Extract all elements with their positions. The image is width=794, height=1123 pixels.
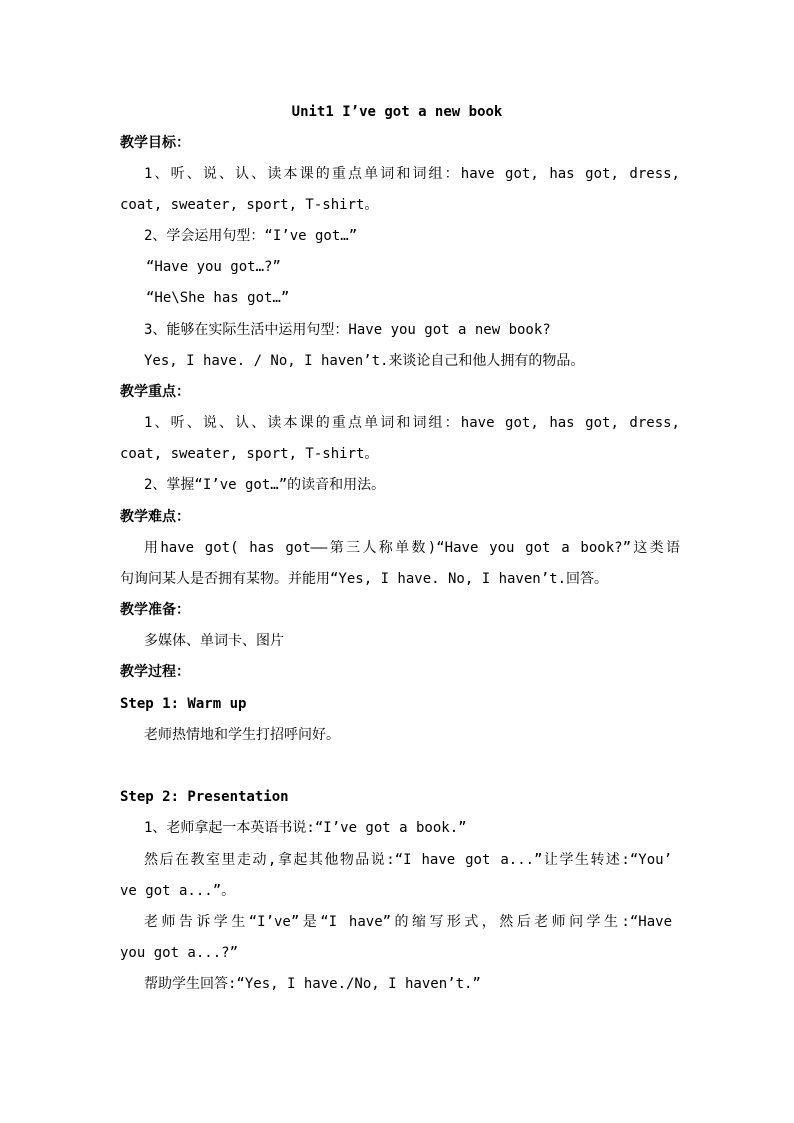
difficulties-heading: 教学难点： (120, 509, 190, 525)
objectives-line-2: 2、学会运用句型：“I’ve got…” (144, 228, 358, 244)
step2-line-3a: 老师告诉学生“I’ve”是“I have”的缩写形式，然后老师问学生:“Have (144, 914, 672, 930)
difficulties-line-1a: 用have got( has got——第三人称单数)“Have you got a book?”这类语 (144, 540, 680, 556)
step2-line-3b: you got a...?” (120, 945, 239, 961)
page-title: Unit1 I’ve got a new book (291, 104, 503, 120)
objectives-line-3b: Yes, I have. / No, I haven’t.来谈论自己和他人拥有的物品。 (144, 353, 585, 369)
objectives-line-1a: 1、听、说、认、读本课的重点单词和词组：have got, has got, dress, (144, 166, 680, 182)
objectives-line-1b: coat, sweater, sport, T-shirt。 (120, 197, 379, 213)
key-points-line-1b: coat, sweater, sport, T-shirt。 (120, 446, 379, 462)
step2-line-2b: ve got a...”。 (120, 883, 236, 899)
step2-line-1: 1、老师拿起一本英语书说:“I’ve got a book.” (144, 820, 467, 836)
step2-line-2a: 然后在教室里走动,拿起其他物品说:“I have got a...”让学生转述:“You’ (144, 852, 672, 868)
difficulties-line-1b: 句询问某人是否拥有某物。并能用“Yes, I have. No, I haven’t.回答。 (120, 571, 609, 587)
preparation-line-1: 多媒体、单词卡、图片 (144, 633, 284, 649)
objectives-line-2b: “Have you got…?” (146, 259, 281, 275)
step2-heading: Step 2: Presentation (120, 789, 289, 805)
key-points-line-1a: 1、听、说、认、读本课的重点单词和词组：have got, has got, dress, (144, 415, 680, 431)
preparation-heading: 教学准备： (120, 602, 190, 618)
key-points-heading: 教学重点： (120, 384, 190, 400)
objectives-line-2c: “He\She has got…” (146, 290, 290, 306)
step1-line-1: 老师热情地和学生打招呼问好。 (144, 727, 340, 743)
objectives-heading: 教学目标： (120, 135, 190, 151)
step2-line-4: 帮助学生回答:“Yes, I have./No, I haven’t.” (144, 976, 481, 992)
step1-heading: Step 1: Warm up (120, 696, 247, 712)
key-points-line-2: 2、掌握“I’ve got…”的读音和用法。 (144, 477, 386, 493)
objectives-line-3a: 3、能够在实际生活中运用句型：Have you got a new book? (144, 322, 551, 338)
process-heading: 教学过程： (120, 664, 190, 680)
